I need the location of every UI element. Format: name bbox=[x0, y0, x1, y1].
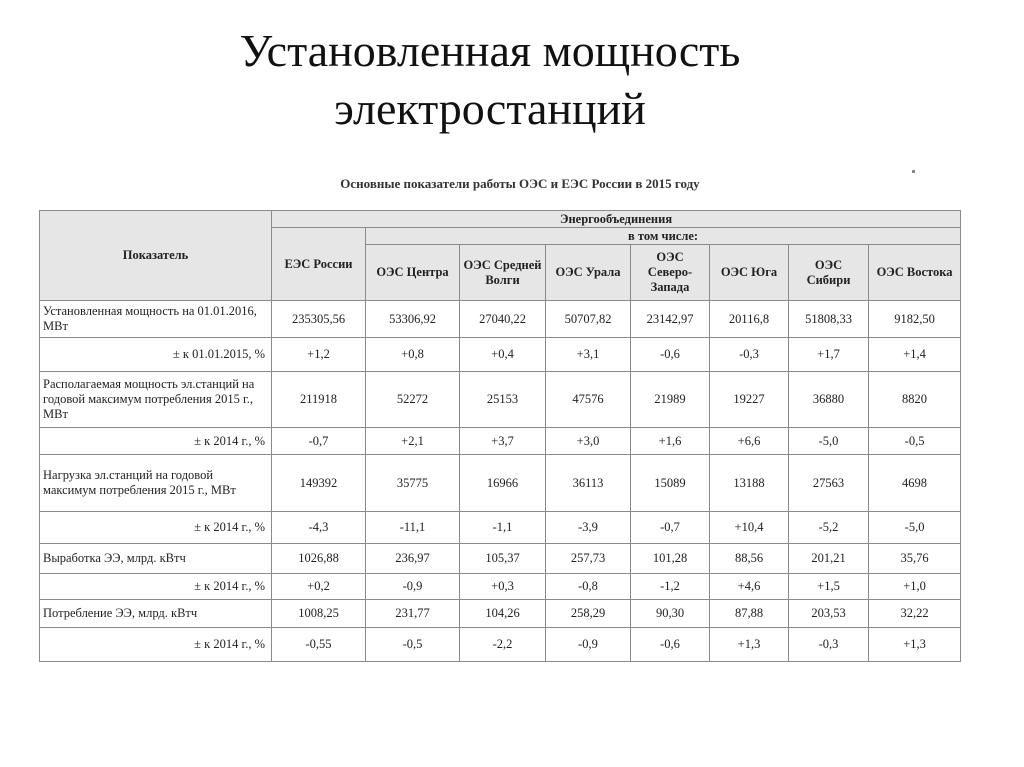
table-cell: -0,8 bbox=[546, 574, 631, 600]
table-cell: -0,9 bbox=[366, 574, 460, 600]
table-cell: -5,0 bbox=[789, 428, 869, 455]
table-row bbox=[40, 628, 961, 662]
table-cell: 35775 bbox=[366, 455, 460, 512]
table-cell: +1,3 bbox=[710, 628, 789, 662]
table-cell: 52272 bbox=[366, 372, 460, 428]
table-cell: +0,3 bbox=[460, 574, 546, 600]
table-cell: 101,28 bbox=[631, 544, 710, 574]
table-cell: 50707,82 bbox=[546, 301, 631, 338]
table-cell: +1,5 bbox=[789, 574, 869, 600]
table-cell: -3,9 bbox=[546, 512, 631, 544]
header-column: ОЭС Средней Волги bbox=[460, 245, 546, 301]
table-cell: +2,1 bbox=[366, 428, 460, 455]
table-cell: -0,7 bbox=[272, 428, 366, 455]
table-cell: 149392 bbox=[272, 455, 366, 512]
table-cell: 27563 bbox=[789, 455, 869, 512]
table-cell: +1,0 bbox=[869, 574, 961, 600]
table-cell: -11,1 bbox=[366, 512, 460, 544]
table-cell: 1008,25 bbox=[272, 600, 366, 628]
table-cell: 36880 bbox=[789, 372, 869, 428]
table-cell: 9182,50 bbox=[869, 301, 961, 338]
table-row bbox=[40, 338, 961, 372]
table-cell: 15089 bbox=[631, 455, 710, 512]
row-change-label: ± к 01.01.2015, % bbox=[40, 338, 272, 372]
table-row bbox=[40, 301, 961, 338]
table-cell: 25153 bbox=[460, 372, 546, 428]
table-cell: +10,4 bbox=[710, 512, 789, 544]
table-cell: 8820 bbox=[869, 372, 961, 428]
table-cell: -0,3 bbox=[789, 628, 869, 662]
table-cell: -4,3 bbox=[272, 512, 366, 544]
table-row bbox=[40, 372, 961, 428]
slide-title-line-2: электростанций bbox=[334, 83, 646, 134]
table-cell: +0,2 bbox=[272, 574, 366, 600]
table-cell: -0,6 bbox=[631, 338, 710, 372]
table-cell: 203,53 bbox=[789, 600, 869, 628]
table-cell: 4698 bbox=[869, 455, 961, 512]
table-cell: 235305,56 bbox=[272, 301, 366, 338]
slide-title bbox=[0, 22, 980, 138]
decorative-dot bbox=[912, 170, 915, 173]
indicators-table bbox=[39, 210, 961, 662]
table-cell: +3,1 bbox=[546, 338, 631, 372]
table-cell: 87,88 bbox=[710, 600, 789, 628]
table-cell: 16966 bbox=[460, 455, 546, 512]
header-column: ОЭС Урала bbox=[546, 245, 631, 301]
table-cell: 258,29 bbox=[546, 600, 631, 628]
row-label: Выработка ЭЭ, млрд. кВтч bbox=[40, 544, 272, 574]
row-change-label: ± к 2014 г., % bbox=[40, 574, 272, 600]
table-cell: -0,55 bbox=[272, 628, 366, 662]
header-column: ОЭС Северо-Запада bbox=[631, 245, 710, 301]
header-subgroup: в том числе: bbox=[366, 228, 961, 245]
table-cell: 90,30 bbox=[631, 600, 710, 628]
table-cell: -2,2 bbox=[460, 628, 546, 662]
table-cell: -5,0 bbox=[869, 512, 961, 544]
table-cell: +4,6 bbox=[710, 574, 789, 600]
table-cell: +0,4 bbox=[460, 338, 546, 372]
table-cell: +3,7 bbox=[460, 428, 546, 455]
table-cell: 20116,8 bbox=[710, 301, 789, 338]
header-column: ОЭС Юга bbox=[710, 245, 789, 301]
header-indicator: Показатель bbox=[40, 211, 272, 301]
row-change-label: ± к 2014 г., % bbox=[40, 428, 272, 455]
table-cell: +3,0 bbox=[546, 428, 631, 455]
table-cell: -0,9 bbox=[546, 628, 631, 662]
header-column: ЕЭС России bbox=[272, 228, 366, 301]
row-label: Располагаемая мощность эл.станций на годовой максимум потребления 2015 г., МВт bbox=[40, 372, 272, 428]
table-cell: 36113 bbox=[546, 455, 631, 512]
header-column: ОЭС Востока bbox=[869, 245, 961, 301]
table-cell: 231,77 bbox=[366, 600, 460, 628]
header-column: ОЭС Сибири bbox=[789, 245, 869, 301]
row-label: Потребление ЭЭ, млрд. кВтч bbox=[40, 600, 272, 628]
table-cell: 1026,88 bbox=[272, 544, 366, 574]
table-row bbox=[40, 544, 961, 574]
table-cell: 88,56 bbox=[710, 544, 789, 574]
table-cell: -0,6 bbox=[631, 628, 710, 662]
header-group: Энергообъединения bbox=[272, 211, 961, 228]
table-cell: +1,2 bbox=[272, 338, 366, 372]
table-row bbox=[40, 600, 961, 628]
table-cell: 236,97 bbox=[366, 544, 460, 574]
table-row bbox=[40, 455, 961, 512]
slide-title-line-1: Установленная мощность bbox=[239, 25, 741, 76]
table-cell: -5,2 bbox=[789, 512, 869, 544]
row-change-label: ± к 2014 г., % bbox=[40, 512, 272, 544]
header-column: ОЭС Центра bbox=[366, 245, 460, 301]
table-cell: -1,2 bbox=[631, 574, 710, 600]
table-cell: +1,6 bbox=[631, 428, 710, 455]
table-cell: +0,8 bbox=[366, 338, 460, 372]
table-cell: 13188 bbox=[710, 455, 789, 512]
table-cell: 257,73 bbox=[546, 544, 631, 574]
table-cell: 19227 bbox=[710, 372, 789, 428]
table-cell: -0,5 bbox=[366, 628, 460, 662]
table-cell: 105,37 bbox=[460, 544, 546, 574]
table-cell: 35,76 bbox=[869, 544, 961, 574]
table-cell: 51808,33 bbox=[789, 301, 869, 338]
table-cell: 53306,92 bbox=[366, 301, 460, 338]
table-cell: -0,5 bbox=[869, 428, 961, 455]
table-row bbox=[40, 428, 961, 455]
table-cell: +1,4 bbox=[869, 338, 961, 372]
table-cell: +1,7 bbox=[789, 338, 869, 372]
table-cell: 23142,97 bbox=[631, 301, 710, 338]
table-cell: 47576 bbox=[546, 372, 631, 428]
table-cell: +1,3 bbox=[869, 628, 961, 662]
table-cell: 27040,22 bbox=[460, 301, 546, 338]
table-cell: 201,21 bbox=[789, 544, 869, 574]
table-cell: 32,22 bbox=[869, 600, 961, 628]
table-cell: -0,3 bbox=[710, 338, 789, 372]
table-row bbox=[40, 512, 961, 544]
table-caption: Основные показатели работы ОЭС и ЕЭС России в 2015 году bbox=[340, 176, 700, 191]
table-cell: 104,26 bbox=[460, 600, 546, 628]
row-label: Нагрузка эл.станций на годовой максимум потребления 2015 г., МВт bbox=[40, 455, 272, 512]
row-label: Установленная мощность на 01.01.2016, МВт bbox=[40, 301, 272, 338]
table-row bbox=[40, 574, 961, 600]
table-cell: 211918 bbox=[272, 372, 366, 428]
table-cell: 21989 bbox=[631, 372, 710, 428]
table-cell: -0,7 bbox=[631, 512, 710, 544]
table-cell: +6,6 bbox=[710, 428, 789, 455]
row-change-label: ± к 2014 г., % bbox=[40, 628, 272, 662]
table-cell: -1,1 bbox=[460, 512, 546, 544]
